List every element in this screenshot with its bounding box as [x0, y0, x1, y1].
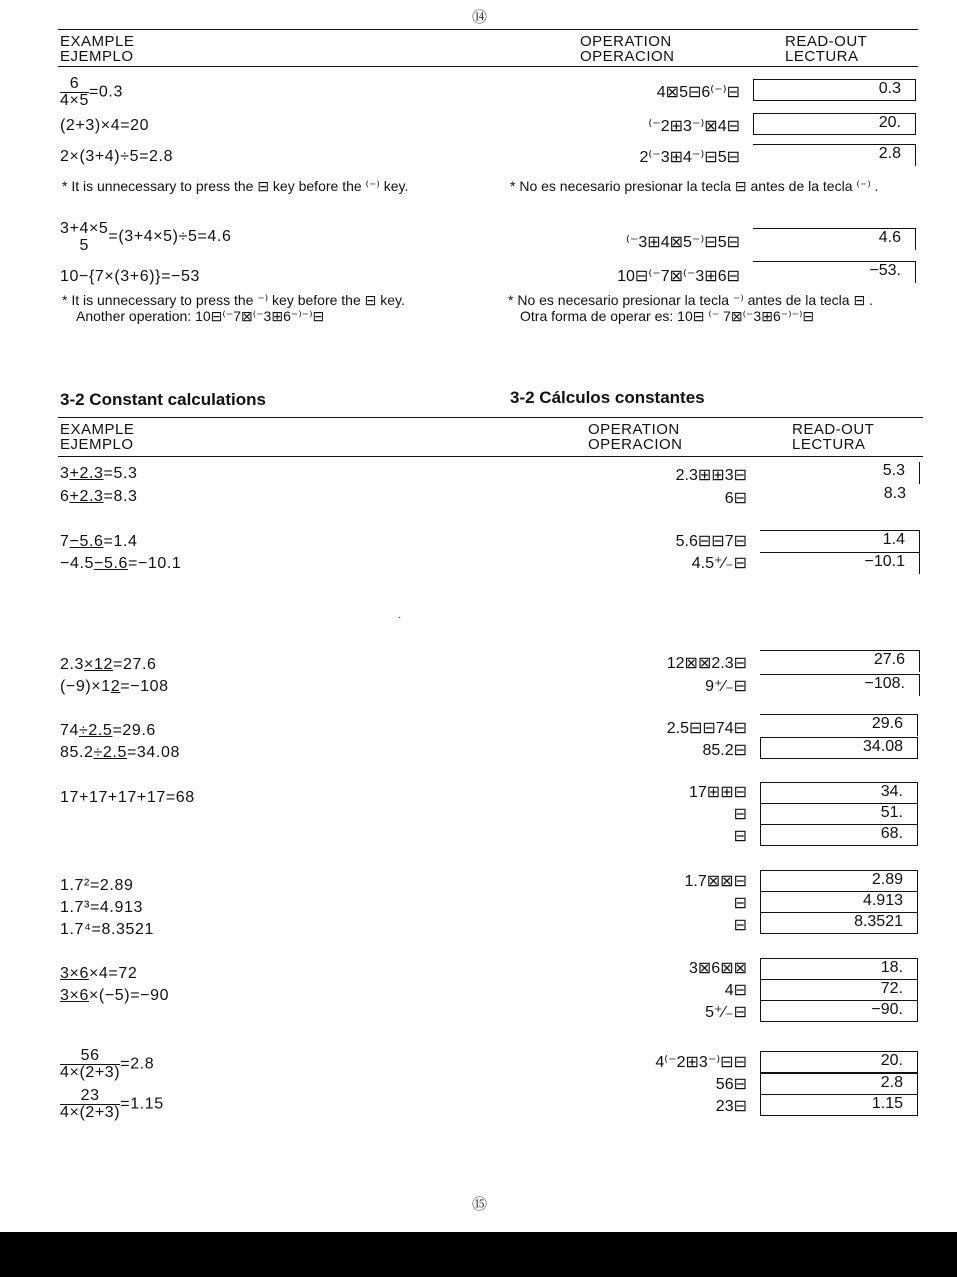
example-part: 85.2: [60, 744, 94, 761]
header-operation-2: [588, 422, 683, 452]
operation-keys: 4.5⁺⁄₋⊟: [691, 555, 747, 572]
page-number-top: ⑭: [472, 8, 488, 26]
example-row: [60, 1048, 154, 1081]
readout-box: −108.: [760, 674, 920, 696]
constant-part: 3×6: [60, 965, 89, 982]
example-part: 6: [60, 488, 70, 505]
operation-keys: 1.7⊠⊠⊟: [684, 873, 747, 890]
constant-part: ÷2.5: [79, 722, 113, 739]
example-row: 2×(3+4)÷5=2.8: [60, 148, 174, 165]
readout-box: 27.6: [760, 650, 920, 672]
operation-keys: 5⁺⁄₋⊟: [705, 1004, 747, 1021]
example-row: 17+17+17+17=68: [60, 789, 195, 806]
constant-part: −5.6: [69, 533, 104, 550]
operation-keys: 6⊟: [724, 490, 747, 507]
readout-box: 20.: [753, 113, 916, 135]
example-result: ×(−5)=−90: [88, 987, 170, 1004]
example-result: =27.6: [113, 656, 157, 673]
readout-box: 1.4: [760, 530, 920, 552]
operation-keys: ⊟: [733, 806, 747, 823]
numerator: 23: [60, 1088, 120, 1105]
example-row: [60, 1088, 164, 1121]
example-row: 10−{7×(3+6)}=−53: [60, 268, 200, 285]
example-result: =1.15: [120, 1095, 164, 1113]
header-operation-en: OPERATION: [580, 33, 672, 50]
constant-part: +2.3: [69, 465, 104, 482]
readout-box: 8.3521: [760, 912, 918, 934]
header-readout-en: READ-OUT: [785, 33, 868, 50]
example-result: =0.3: [88, 83, 123, 101]
example-row: [60, 533, 138, 551]
example-row: [60, 678, 169, 696]
note-alt-operation: Otra forma de operar es: 10⊟ ⁽⁻ 7⊠⁽⁻3⊞6⁻⁾⁻⁾⊟: [520, 308, 815, 324]
note-alt-operation: Another operation: 10⊟⁽⁻7⊠⁽⁻3⊞6⁻⁾⁻⁾⊟: [76, 308, 325, 324]
header-example-en: EXAMPLE: [60, 33, 135, 50]
readout-box: −10.1: [760, 552, 920, 574]
readout-box: 2.89: [760, 870, 918, 892]
operation-keys: 5.6⊟⊟7⊟: [675, 533, 747, 550]
section-title-en: 3-2 Constant calculations: [60, 390, 266, 409]
operation-keys: 2⁽⁻3⊞4⁻⁾⊟5⊟: [639, 149, 740, 166]
stray-dot: ·: [398, 612, 402, 623]
header-example-es: EJEMPLO: [60, 436, 134, 453]
example-result: =−10.1: [128, 555, 182, 572]
readout-box: 51.: [760, 803, 918, 825]
readout-box: 1.15: [760, 1094, 918, 1116]
denominator: 4×5: [60, 92, 89, 109]
header-example-2: [60, 422, 134, 452]
operation-keys: ⊟: [733, 895, 747, 912]
readout-box: −90.: [760, 1000, 918, 1022]
example-row: [60, 656, 156, 674]
note-english-2: [62, 292, 477, 324]
header-example: [60, 34, 134, 64]
readout-box: 8.3: [883, 485, 906, 502]
constant-part: −5.6: [94, 555, 128, 572]
constant-part: ÷2.5: [93, 744, 127, 761]
header-readout: [785, 34, 867, 64]
readout-box: 20.: [760, 1051, 918, 1073]
example-result: =34.08: [126, 744, 180, 761]
denominator: 4×(2+3): [60, 1104, 121, 1121]
header-operation-es: OPERACION: [588, 436, 683, 453]
readout-box: 29.6: [760, 714, 918, 736]
header-readout-en: READ-OUT: [792, 421, 875, 438]
operation-keys: ⁽⁻3⊞4⊠5⁻⁾⊟5⊟: [626, 234, 740, 251]
scan-black-border: [0, 1232, 957, 1277]
readout-box: 34.: [760, 782, 918, 804]
readout-box: 2.8: [760, 1073, 918, 1095]
readout-box: 5.3: [760, 462, 920, 484]
top-rule: [58, 29, 918, 30]
example-result: =−108: [120, 678, 169, 695]
example-row: [60, 488, 138, 506]
readout-box: 0.3: [753, 79, 916, 101]
example-result: ×4=72: [88, 965, 138, 982]
stacked-top: 3+4×5: [60, 220, 109, 237]
header1-rule: [58, 66, 918, 67]
operation-keys: ⁽⁻2⊞3⁻⁾⊠4⊟: [648, 118, 740, 135]
fraction: [60, 1048, 120, 1081]
operation-keys: 4⊟: [724, 982, 747, 999]
page-number-bottom: ⑮: [472, 1195, 488, 1213]
constant-part: 3×6: [60, 987, 89, 1004]
example-row: [60, 965, 137, 983]
operation-keys: ⊟: [733, 828, 747, 845]
readout-box: 18.: [760, 958, 918, 980]
operation-keys: 3⊠6⊠⊠: [688, 960, 747, 977]
operation-keys: 4⊠5⊟6⁽⁻⁾⊟: [656, 84, 740, 101]
header-readout-2: [792, 422, 874, 452]
header-example-en: EXAMPLE: [60, 421, 135, 438]
example-part: (−9)×1: [60, 678, 111, 695]
operation-keys: 12⊠⊠2.3⊟: [666, 655, 747, 672]
readout-box: 72.: [760, 979, 918, 1001]
header2-rule: [58, 456, 923, 457]
note-text: * It is unnecessary to press the ⁻⁾ key before the ⊟ key.: [62, 292, 405, 308]
example-row: [60, 220, 231, 254]
constant-part: ×12: [84, 656, 113, 673]
header-example-es: EJEMPLO: [60, 48, 134, 65]
denominator: 4×(2+3): [60, 1064, 121, 1081]
numerator: 6: [60, 76, 89, 93]
example-result: =2.8: [120, 1055, 155, 1073]
note-spanish-2: [508, 292, 923, 324]
note-spanish: * No es necesario presionar la tecla ⊟ antes de la tecla ⁽⁻⁾ .: [510, 178, 879, 194]
operation-keys: 9⁺⁄₋⊟: [705, 678, 747, 695]
readout-box: 2.8: [753, 144, 916, 166]
operation-keys: 23⊟: [715, 1098, 747, 1115]
operation-keys: 10⊟⁽⁻7⊠⁽⁻3⊞6⊟: [617, 268, 740, 285]
example-result: =1.4: [103, 533, 138, 550]
note-english: * It is unnecessary to press the ⊟ key before the ⁽⁻⁾ key.: [62, 178, 409, 194]
operation-keys: 56⊟: [715, 1076, 747, 1093]
readout-box: 4.913: [760, 891, 918, 913]
fraction: [60, 76, 89, 109]
header-readout-es: LECTURA: [785, 48, 859, 65]
operation-keys: 85.2⊟: [702, 742, 747, 759]
example-part: 7: [60, 533, 70, 550]
numerator: 56: [60, 1048, 120, 1065]
example-row: [60, 722, 156, 740]
operation-keys: ⊟: [733, 917, 747, 934]
constant-part: 2: [110, 678, 121, 695]
example-part: 3: [60, 465, 70, 482]
section-title-es: 3-2 Cálculos constantes: [510, 388, 705, 407]
readout-box: 68.: [760, 824, 918, 846]
header-operation-en: OPERATION: [588, 421, 680, 438]
example-result: =8.3: [103, 488, 138, 505]
note-text: * No es necesario presionar la tecla ⁻⁾ antes de la tecla ⊟ .: [508, 292, 873, 308]
fraction: [60, 1088, 120, 1121]
stacked-bottom: 5: [79, 237, 89, 254]
operation-keys: 17⊞⊞⊟: [688, 784, 747, 801]
example-part: −4.5: [60, 555, 94, 572]
example-row: 1.7³=4.913: [60, 899, 143, 916]
example-row: (2+3)×4=20: [60, 117, 150, 134]
example-result: =29.6: [112, 722, 156, 739]
readout-box: 34.08: [760, 737, 918, 759]
readout-box: 4.6: [753, 228, 916, 250]
example-row: 1.7⁴=8.3521: [60, 921, 154, 938]
section-rule: [58, 417, 923, 418]
operation-keys: 4⁽⁻2⊞3⁻⁾⊟⊟: [655, 1054, 747, 1071]
example-result: =5.3: [103, 465, 138, 482]
operation-keys: 2.5⊟⊟74⊟: [666, 720, 747, 737]
example-result: =(3+4×5)÷5=4.6: [108, 228, 232, 246]
constant-part: +2.3: [69, 488, 104, 505]
example-row: [60, 987, 169, 1005]
example-row: [60, 744, 180, 762]
example-row: 1.7²=2.89: [60, 877, 134, 894]
example-row: [60, 555, 181, 573]
header-readout-es: LECTURA: [792, 436, 866, 453]
readout-box: −53.: [753, 261, 916, 283]
header-operation: [580, 34, 675, 64]
example-row: [60, 465, 138, 483]
operation-keys: 2.3⊞⊞3⊟: [675, 467, 747, 484]
header-operation-es: OPERACION: [580, 48, 675, 65]
example-part: 74: [60, 722, 79, 739]
stacked-expression: [60, 220, 108, 254]
example-row: [60, 76, 123, 109]
example-part: 2.3: [60, 656, 85, 673]
